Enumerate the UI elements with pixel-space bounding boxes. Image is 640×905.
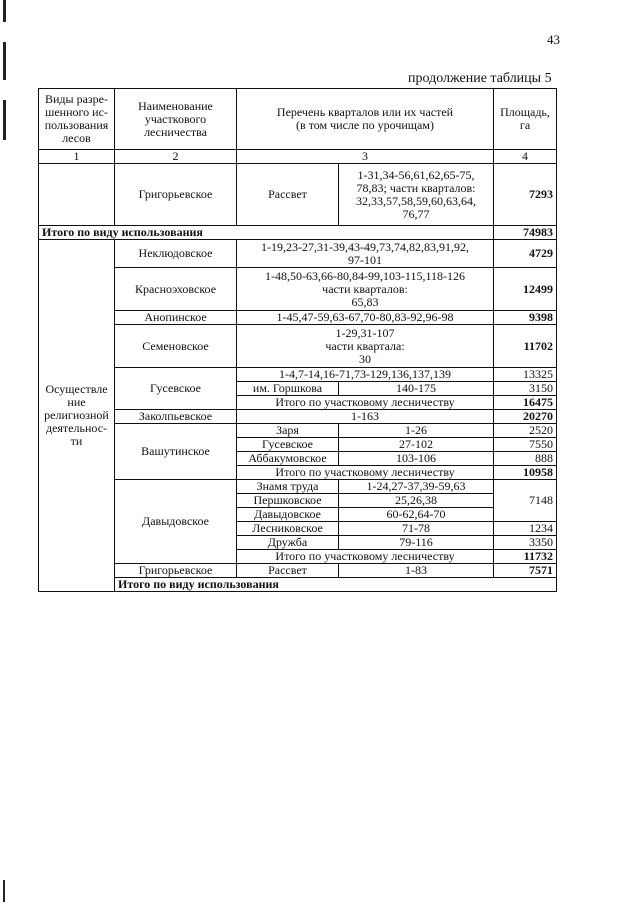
use-type-cell xyxy=(39,164,115,226)
scan-edge-mark xyxy=(3,0,6,22)
table-row xyxy=(39,240,557,268)
quarters-cell: 1-163 xyxy=(237,410,494,424)
use-type-total-label: Итого по виду использования xyxy=(39,226,494,240)
quarters-cell: 27-102 xyxy=(339,438,494,452)
table-row xyxy=(39,325,557,368)
column-number-row xyxy=(39,150,557,164)
tract-name: Рассвет xyxy=(237,164,339,226)
forestry-name: Красноэховское xyxy=(115,268,237,311)
scan-edge-mark xyxy=(3,880,5,902)
use-type-religious: Осуществле ние религиозной деятельнос- ти xyxy=(39,240,115,592)
forestry-name: Григорьевское xyxy=(115,564,237,578)
header-quarters: Перечень кварталов или их частей (в том числе по урочищам) xyxy=(237,89,494,150)
column-number: 2 xyxy=(115,150,237,164)
scan-edge-mark xyxy=(3,42,6,80)
column-number: 3 xyxy=(237,150,494,164)
tract-name: Давыдовское xyxy=(237,508,339,522)
area-cell: 7148 xyxy=(494,480,557,522)
area-cell: 4729 xyxy=(494,240,557,268)
tract-name: Знамя труда xyxy=(237,480,339,494)
table-row xyxy=(39,424,557,438)
area-cell: 1234 xyxy=(494,522,557,536)
quarters-cell: 71-78 xyxy=(339,522,494,536)
area-cell: 7293 xyxy=(494,164,557,226)
forestry-total-area: 16475 xyxy=(494,396,557,410)
forestry-name: Вашутинское xyxy=(115,424,237,480)
quarters-cell: 1-48,50-63,66-80,84-99,103-115,118-126 части кварталов: 65,83 xyxy=(237,268,494,311)
use-type-total-row xyxy=(39,578,557,592)
forest-use-table xyxy=(38,88,557,592)
quarters-cell: 1-45,47-59,63-67,70-80,83-92,96-98 xyxy=(237,311,494,325)
table-row xyxy=(39,268,557,311)
table-row xyxy=(39,480,557,494)
quarters-cell: 140-175 xyxy=(339,382,494,396)
quarters-cell: 1-31,34-56,61,62,65-75, 78,83; части кварталов: 32,33,57,58,59,60,63,64, 76,77 xyxy=(339,164,494,226)
quarters-cell: 1-19,23-27,31-39,43-49,73,74,82,83,91,92, 97-101 xyxy=(237,240,494,268)
tract-name: Гусевское xyxy=(237,438,339,452)
table-row xyxy=(39,311,557,325)
use-type-total-area: 74983 xyxy=(494,226,557,240)
forestry-name: Неклюдовское xyxy=(115,240,237,268)
quarters-cell: 79-116 xyxy=(339,536,494,550)
forestry-total-label: Итого по участковому лесничеству xyxy=(237,550,494,564)
forestry-total-label: Итого по участковому лесничеству xyxy=(237,466,494,480)
tract-name: Рассвет xyxy=(237,564,339,578)
forestry-name: Григорьевское xyxy=(115,164,237,226)
forestry-name: Анопинское xyxy=(115,311,237,325)
forestry-total-label: Итого по участковому лесничеству xyxy=(237,396,494,410)
tract-name: Аббакумовское xyxy=(237,452,339,466)
forestry-total-area: 11732 xyxy=(494,550,557,564)
tract-name: Заря xyxy=(237,424,339,438)
quarters-cell: 1-83 xyxy=(339,564,494,578)
tract-name: Лесниковское xyxy=(237,522,339,536)
use-type-total-row xyxy=(39,226,557,240)
area-cell: 20270 xyxy=(494,410,557,424)
quarters-cell: 25,26,38 xyxy=(339,494,494,508)
page-number: 43 xyxy=(547,32,560,47)
area-cell: 2520 xyxy=(494,424,557,438)
table-continuation-caption: продолжение таблицы 5 xyxy=(408,71,552,86)
table-row xyxy=(39,410,557,424)
forestry-name: Семеновское xyxy=(115,325,237,368)
table-row xyxy=(39,368,557,382)
use-type-total-label: Итого по виду использования xyxy=(115,578,557,592)
table-header-row xyxy=(39,89,557,150)
header-forestry-name: Наименование участкового лесничества xyxy=(115,89,237,150)
header-use-type: Виды разре- шенного ис- пользования лесов xyxy=(39,89,115,150)
quarters-cell: 1-26 xyxy=(339,424,494,438)
table-row xyxy=(39,564,557,578)
forestry-name: Заколпьевское xyxy=(115,410,237,424)
quarters-cell: 103-106 xyxy=(339,452,494,466)
area-cell: 888 xyxy=(494,452,557,466)
area-cell: 3150 xyxy=(494,382,557,396)
scan-edge-mark xyxy=(3,100,6,140)
area-cell: 7571 xyxy=(494,564,557,578)
quarters-cell: 60-62,64-70 xyxy=(339,508,494,522)
quarters-cell: 1-24,27-37,39-59,63 xyxy=(339,480,494,494)
forestry-name: Гусевское xyxy=(115,368,237,410)
tract-name: им. Горшкова xyxy=(237,382,339,396)
forestry-name: Давыдовское xyxy=(115,480,237,564)
table-row xyxy=(39,164,557,226)
area-cell: 3350 xyxy=(494,536,557,550)
tract-name: Дружба xyxy=(237,536,339,550)
column-number: 1 xyxy=(39,150,115,164)
area-cell: 7550 xyxy=(494,438,557,452)
header-area: Площадь, га xyxy=(494,89,557,150)
quarters-cell: 1-4,7-14,16-71,73-129,136,137,139 xyxy=(237,368,494,382)
tract-name: Першковское xyxy=(237,494,339,508)
area-cell: 9398 xyxy=(494,311,557,325)
forestry-total-area: 10958 xyxy=(494,466,557,480)
area-cell: 12499 xyxy=(494,268,557,311)
area-cell: 11702 xyxy=(494,325,557,368)
column-number: 4 xyxy=(494,150,557,164)
area-cell: 13325 xyxy=(494,368,557,382)
quarters-cell: 1-29,31-107 части квартала: 30 xyxy=(237,325,494,368)
